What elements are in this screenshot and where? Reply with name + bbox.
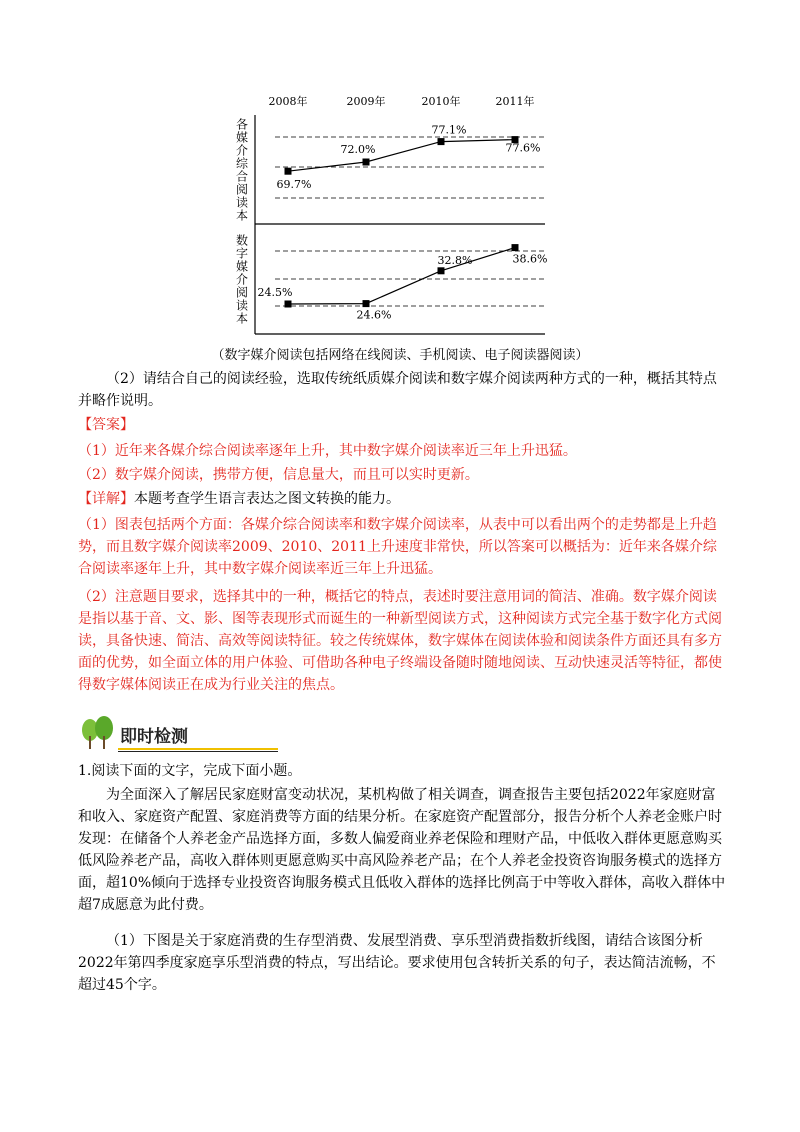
x-tick-label: 2011年 [495,95,535,108]
tree-icon [78,716,118,750]
reading-rate-chart [230,88,560,350]
panel-label-char: 字 [235,246,249,261]
section-header [78,716,278,750]
panel-label-char: 本 [235,208,249,223]
data-point [438,138,445,145]
series-line [288,140,515,172]
panel-label-char: 媒 [235,259,249,274]
data-label: 24.5% [257,286,293,299]
answer-tag: 【答案】 [78,417,134,433]
chart-canvas [230,88,560,350]
detail-paragraph-1: （1）图表包括两个方面：各媒介综合阅读率和数字媒介阅读率，从表中可以看出两个的走势都是上升趋势，而且数字媒介阅读率2009、2010、2011上升速度非常快，所以答案可以概括为：近年来各媒介综合阅读率逐年上升，其中数字媒介阅读率近三年上升迅猛。 [78,517,717,577]
question-1-passage: 为全面深入了解居民家庭财富变动状况，某机构做了相关调查，调查报告主要包括2022年家庭财富和收入、家庭资产配置、家庭消费等方面的结果分析。在家庭资产配置部分，报告分析个人养老金账户时发现：在储备个人养老金产品选择方面，多数人偏爱商业养老保险和理财产品，中低收入群体更愿意购买低风险养老产品，高收入群体则更愿意购买中高风险养老产品；在个人养老金投资咨询服务模式的选择方面，超10%倾向于选择专业投资咨询服务模式且低收入群体的选择比例高于中等收入群体，高收入群体中超7成愿意为此付费。 [78,787,726,913]
x-tick-label: 2008年 [268,95,308,108]
data-point [363,300,370,307]
panel-label-char: 合 [235,169,249,184]
data-label: 77.6% [505,141,541,155]
x-tick-label: 2010年 [421,95,461,108]
answer-1: （1）近年来各媒介综合阅读率逐年上升，其中数字媒介阅读率近三年上升迅猛。 [78,443,577,459]
section-title: 即时检测 [120,727,188,747]
data-point [512,244,519,251]
data-point [285,168,292,175]
panel-label-char: 数 [235,233,249,248]
question-1-sub1: （1）下图是关于家庭消费的生存型消费、发展型消费、享乐型消费指数折线图，请结合该图分析2022年第四季度家庭享乐型消费的特点，写出结论。要求使用包含转折关系的句子，表达简洁流畅，不超过45个字。 [78,933,716,993]
panel-label-char: 综 [235,156,249,171]
panel-label-char: 阅 [235,182,249,197]
data-label: 69.7% [276,178,312,192]
panel-label-char: 各 [235,117,249,132]
section-underline [118,748,278,750]
x-tick-label: 2009年 [346,95,386,108]
panel-label-char: 读 [235,298,249,313]
data-label: 77.1% [431,123,467,137]
detail-line [78,488,728,510]
data-label: 72.0% [340,143,376,156]
question-2-text: （2）请结合自己的阅读经验，选取传统纸质媒介阅读和数字媒介阅读两种方式的一种，概括其特点并略作说明。 [78,371,717,409]
panel-label-char: 媒 [235,130,249,145]
data-point [363,159,370,166]
detail-paragraph-2: （2）注意题目要求，选择其中的一种，概括它的特点，表述时要注意用词的简洁、准确。数字媒介阅读是指以基于音、文、影、图等表现形式而诞生的一种新型阅读方式，这种阅读方式完全基于数字化方式阅读，具备快速、简洁、高效等阅读特征。较之传统媒体，数字媒体在阅读体验和阅读条件方面还具有多方面的优势，如全面立体的用户体验、可借助各种电子终端设备随时随地阅读、互动快速灵活等特征，都使得数字媒体阅读正在成为行业关注的焦点。 [78,589,722,693]
data-label: 38.6% [512,252,548,266]
panel-label-char: 阅 [235,285,249,300]
data-point [285,301,292,308]
detail-intro: 本题考查学生语言表达之图文转换的能力。 [134,491,400,507]
series-line [288,248,515,304]
data-point [438,267,445,274]
panel-label-char: 介 [235,143,249,158]
chart-caption: （数字媒介阅读包括网络在线阅读、手机阅读、电子阅读器阅读） [211,348,589,363]
detail-tag: 【详解】 [78,491,134,507]
panel-label-char: 读 [235,195,249,210]
panel-label-char: 介 [235,272,249,287]
question-1-stem: 1.阅读下面的文字，完成下面小题。 [78,763,302,779]
answer-2: （2）数字媒介阅读，携带方便，信息量大，而且可以实时更新。 [78,467,479,483]
data-label: 24.6% [356,308,392,322]
panel-label-char: 本 [235,311,249,326]
data-label: 32.8% [437,253,473,267]
section-underline-thin [118,751,278,752]
